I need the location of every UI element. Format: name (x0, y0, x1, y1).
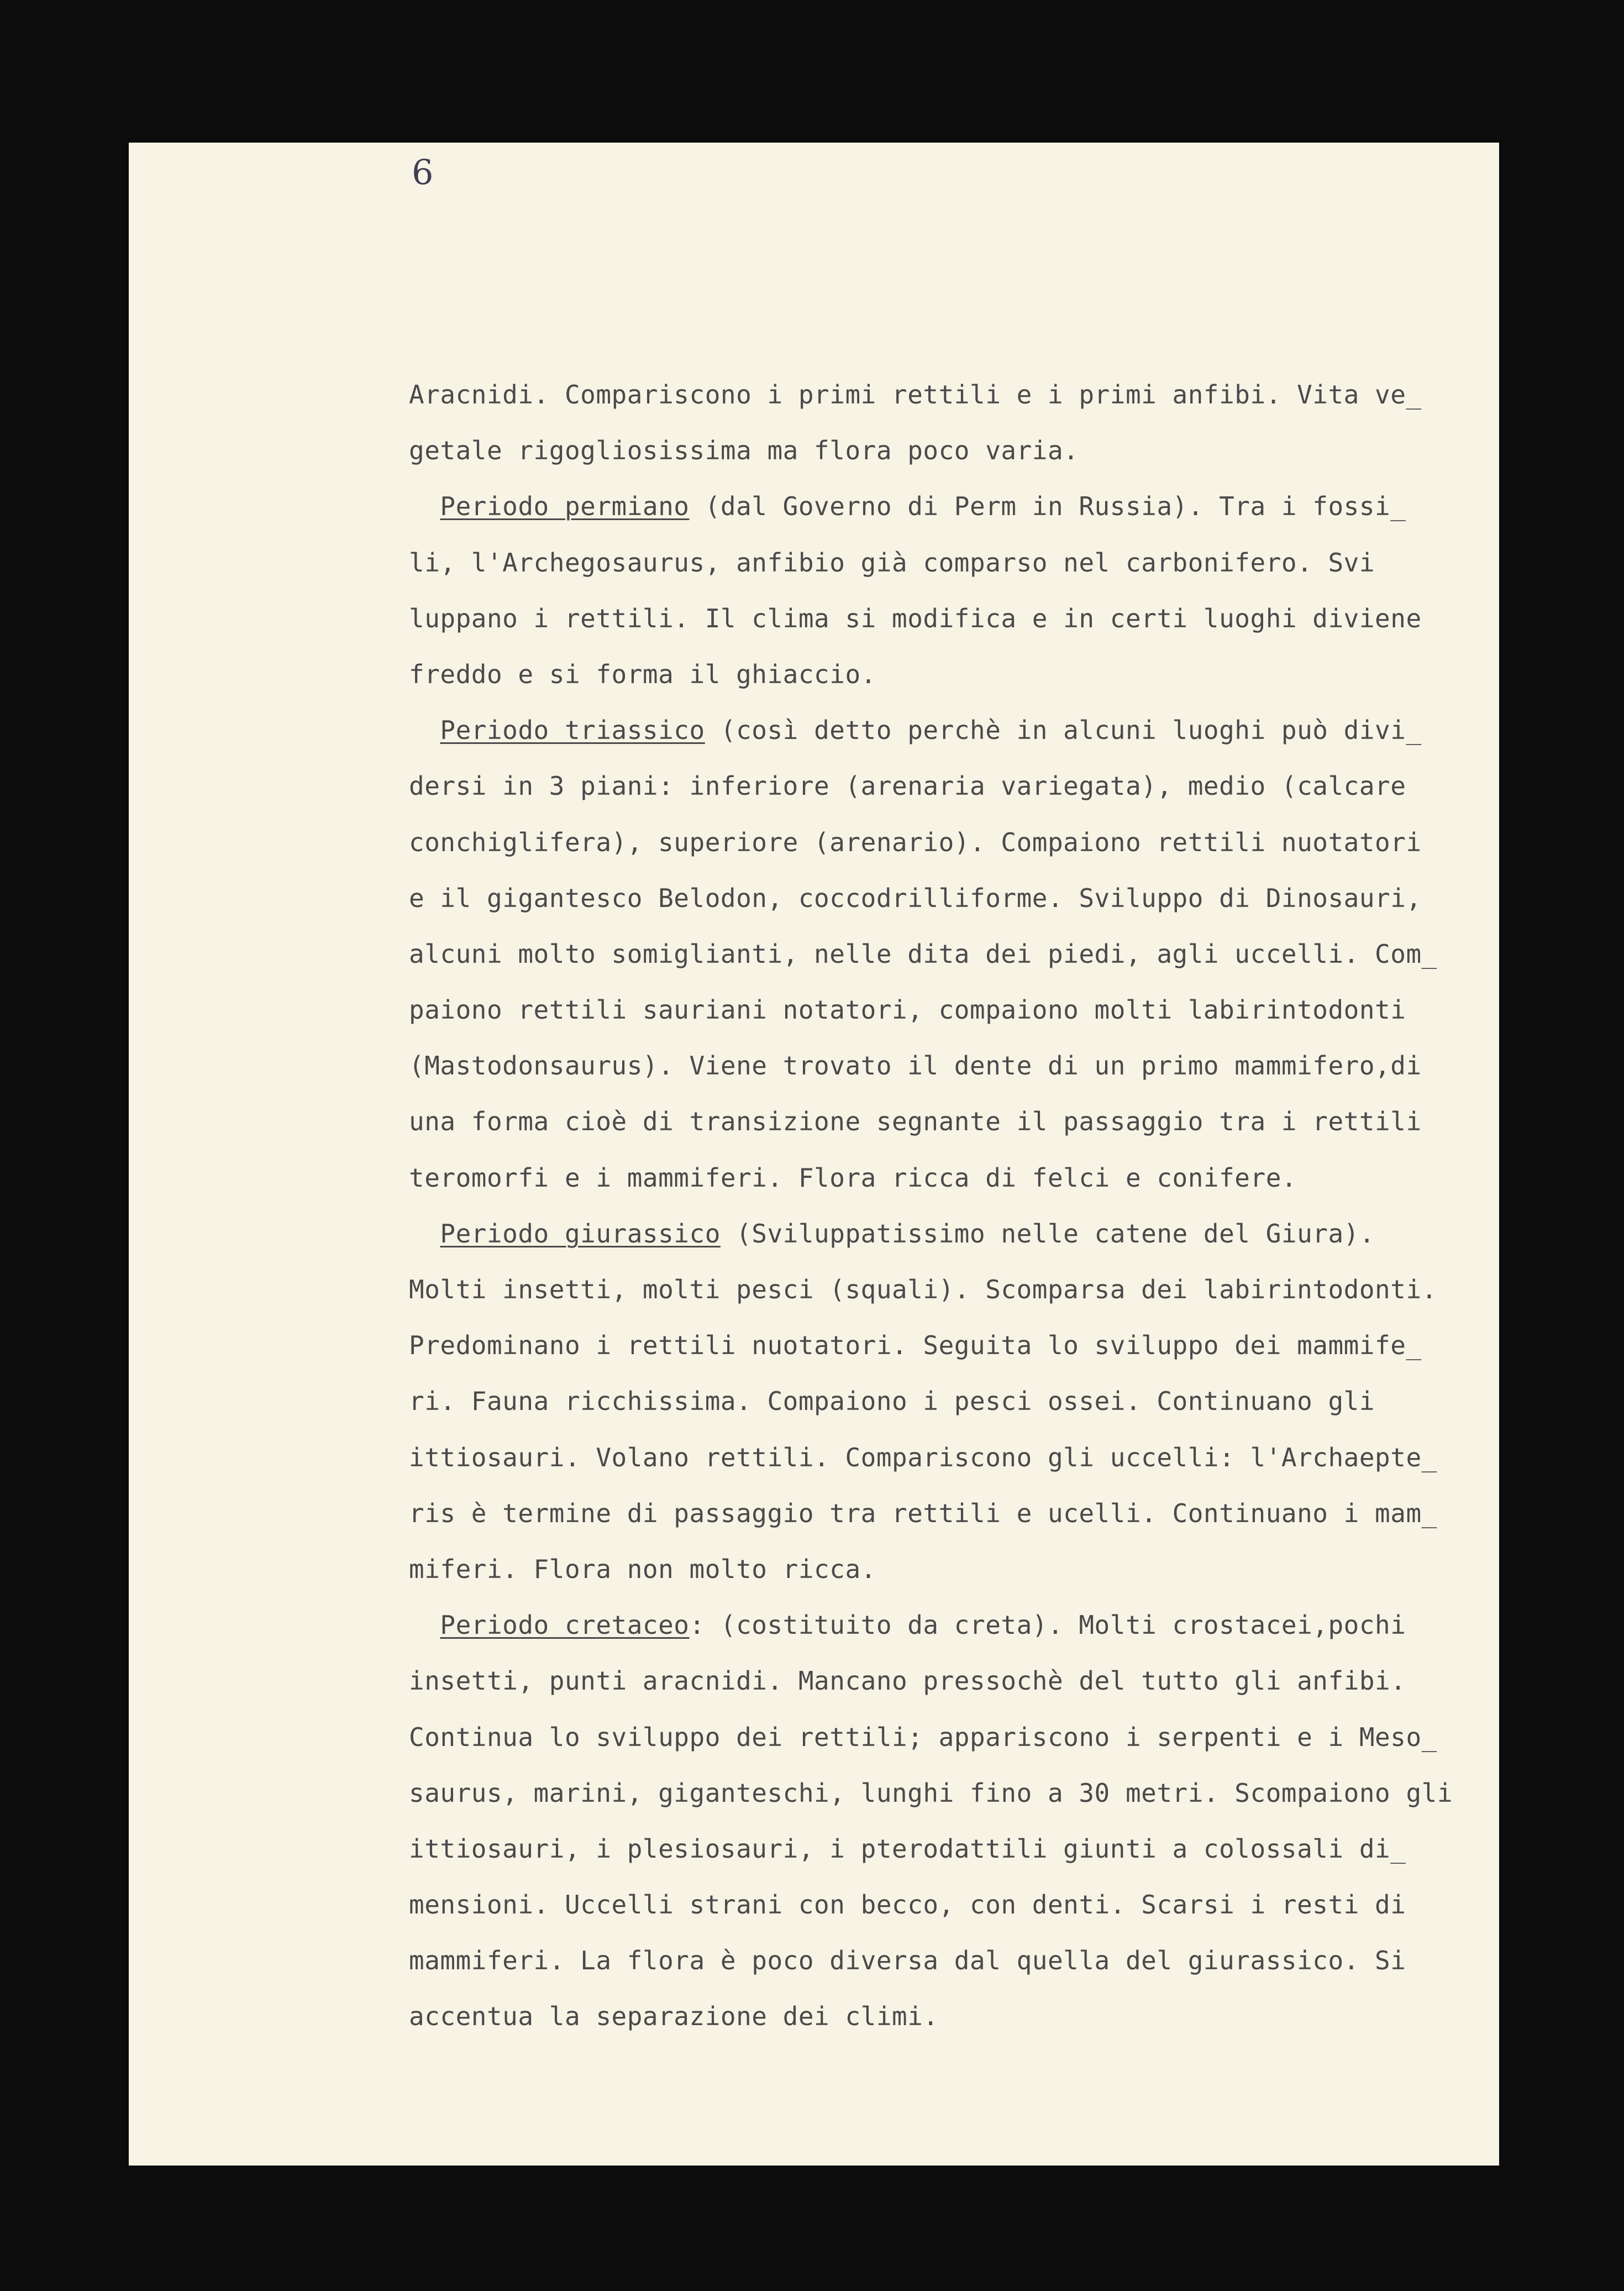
text-line: alcuni molto somiglianti, nelle dita dei piedi, agli uccelli. Com_ (409, 939, 1437, 969)
text-line: getale rigogliosissima ma flora poco varia. (409, 436, 1079, 466)
section-heading: Periodo giurassico (440, 1218, 721, 1249)
section-heading: Periodo cretaceo (440, 1610, 690, 1640)
section-heading-line: Periodo permiano (dal Governo di Perm in Russia). Tra i fossi_ (440, 491, 1406, 522)
text-line: mammiferi. La flora è poco diversa dal quella del giurassico. Si (409, 1946, 1406, 1976)
text-line: una forma cioè di transizione segnante il passaggio tra i rettili (409, 1107, 1422, 1137)
text-line: ittiosauri. Volano rettili. Compariscono gli uccelli: l'Archaepte_ (409, 1442, 1437, 1472)
text-line: Aracnidi. Compariscono i primi rettili e i primi anfibi. Vita ve_ (409, 380, 1422, 410)
text-line: saurus, marini, giganteschi, lunghi fino a 30 metri. Scompaiono gli (409, 1778, 1453, 1808)
text-line: accentua la separazione dei climi. (409, 2001, 939, 2032)
text-line: mensioni. Uccelli strani con becco, con denti. Scarsi i resti di (409, 1890, 1406, 1920)
text-line: insetti, punti aracnidi. Mancano pressochè del tutto gli anfibi. (409, 1666, 1406, 1696)
section-heading: Periodo triassico (440, 715, 705, 746)
text-line: teromorfi e i mammiferi. Flora ricca di felci e conifere. (409, 1162, 1297, 1193)
text-line: ittiosauri, i plesiosauri, i pterodattili giunti a colossali di_ (409, 1833, 1406, 1864)
text-line: conchiglifera), superiore (arenario). Compaiono rettili nuotatori (409, 827, 1422, 857)
section-heading-line: Periodo giurassico (Sviluppatissimo nelle catene del Giura). (440, 1218, 1375, 1249)
typed-text-body (409, 367, 1492, 2045)
text-line: miferi. Flora non molto ricca. (409, 1554, 876, 1584)
section-heading-line: Periodo triassico (così detto perchè in alcuni luoghi può divi_ (440, 715, 1422, 746)
text-line: Continua lo sviluppo dei rettili; appariscono i serpenti e i Meso_ (409, 1722, 1437, 1752)
text-line: dersi in 3 piani: inferiore (arenaria variegata), medio (calcare (409, 771, 1406, 801)
text-line: ri. Fauna ricchissima. Compaiono i pesci ossei. Continuano gli (409, 1386, 1375, 1417)
section-heading: Periodo permiano (440, 491, 690, 522)
text-line: (Mastodonsaurus). Viene trovato il dente di un primo mammifero,di (409, 1051, 1422, 1081)
text-line: e il gigantesco Belodon, coccodrilliforme. Sviluppo di Dinosauri, (409, 883, 1422, 913)
text-line: luppano i rettili. Il clima si modifica e in certi luoghi diviene (409, 603, 1422, 633)
text-line: Predominano i rettili nuotatori. Seguita lo sviluppo dei mammife_ (409, 1330, 1422, 1361)
text-line: li, l'Archegosaurus, anfibio già comparso nel carbonifero. Svi (409, 547, 1375, 578)
text-line: ris è termine di passaggio tra rettili e ucelli. Continuano i mam_ (409, 1498, 1437, 1528)
text-line: paiono rettili sauriani notatori, compaiono molti labirintodonti (409, 995, 1406, 1025)
section-heading-line: Periodo cretaceo: (costituito da creta). Molti crostacei,pochi (440, 1610, 1406, 1640)
text-line: Molti insetti, molti pesci (squali). Scomparsa dei labirintodonti. (409, 1275, 1437, 1304)
text-line: freddo e si forma il ghiaccio. (409, 659, 876, 689)
page-number: 6 (412, 152, 434, 192)
